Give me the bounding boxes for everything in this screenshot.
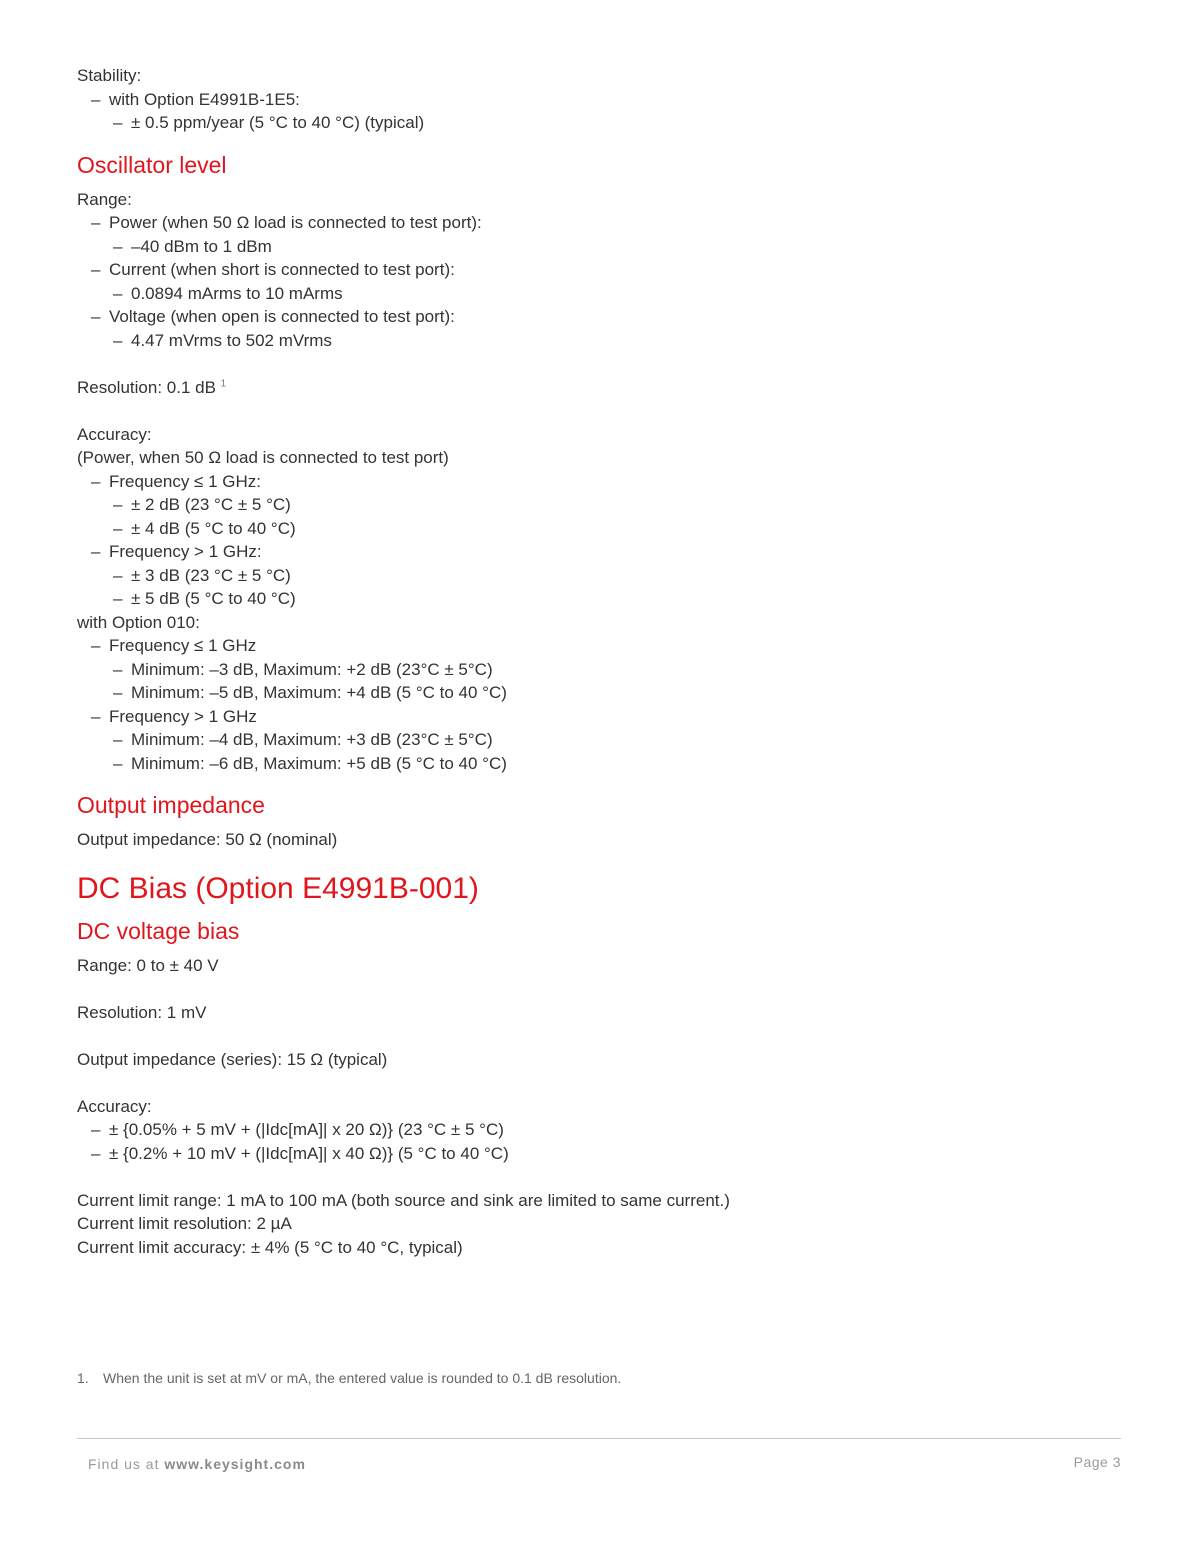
dc-bias-heading: DC Bias (Option E4991B-001) (77, 871, 479, 905)
footer-divider (77, 1438, 1121, 1439)
current-range: – Current (when short is connected to test port): (91, 260, 455, 279)
voltage-value: – 4.47 mVrms to 502 mVrms (113, 330, 332, 350)
current-limit-resolution: Current limit resolution: 2 µA (77, 1214, 292, 1233)
opt-accuracy-item: – Minimum: –3 dB, Maximum: +2 dB (23°C ± 5°C) (113, 659, 493, 679)
accuracy-note: (Power, when 50 Ω load is connected to test port) (77, 448, 449, 467)
dc-accuracy-label: Accuracy: (77, 1096, 152, 1116)
footnote-ref[interactable]: 1 (220, 377, 227, 389)
opt-freq-gt-1ghz: – Frequency > 1 GHz (91, 706, 257, 726)
dc-accuracy-item: – ± {0.2% + 10 mV + (|Idc[mA]| x 40 Ω)} (5 °C to 40 °C) (91, 1143, 509, 1163)
footnote (77, 1370, 621, 1386)
dc-range: Range: 0 to ± 40 V (77, 955, 219, 975)
dc-voltage-bias-heading: DC voltage bias (77, 917, 240, 944)
dc-accuracy-item: – ± {0.05% + 5 mV + (|Idc[mA]| x 20 Ω)} (23 °C ± 5 °C) (91, 1120, 504, 1139)
opt-accuracy-item: – Minimum: –4 dB, Maximum: +3 dB (23°C ± 5°C) (113, 730, 493, 749)
power-range: – Power (when 50 Ω load is connected to test port): (91, 213, 482, 232)
oscillator-level-heading: Oscillator level (77, 151, 227, 178)
stability-option: – with Option E4991B-1E5: (77, 88, 1121, 112)
dash: – (91, 89, 101, 109)
dc-output-impedance: Output impedance (series): 15 Ω (typical) (77, 1049, 388, 1069)
output-impedance-heading: Output impedance (77, 792, 265, 818)
accuracy-item: – ± 3 dB (23 °C ± 5 °C) (113, 565, 291, 585)
option-010-label: with Option 010: (77, 612, 200, 632)
accuracy-label: Accuracy: (77, 424, 152, 444)
voltage-range: – Voltage (when open is connected to test port): (91, 307, 455, 326)
dash: – (113, 113, 123, 132)
accuracy-item: – ± 2 dB (23 °C ± 5 °C) (113, 495, 291, 514)
resolution: Resolution: 0.1 dB $^1$ (77, 377, 227, 397)
footnote-number: 1. (77, 1370, 89, 1386)
current-limit-accuracy: Current limit accuracy: ± 4% (5 °C to 40 °C, typical) (77, 1237, 463, 1257)
stability-value: – ± 0.5 ppm/year (5 °C to 40 °C) (typical) (77, 111, 1121, 135)
stability-label: Stability: (77, 66, 142, 85)
accuracy-item: – ± 4 dB (5 °C to 40 °C) (113, 518, 296, 538)
dc-resolution: Resolution: 1 mV (77, 1002, 207, 1022)
current-value: – 0.0894 mArms to 10 mArms (113, 283, 343, 303)
page-content (77, 64, 1121, 1259)
page-number: Page 3 (1073, 1454, 1121, 1470)
freq-gt-1ghz: – Frequency > 1 GHz: (91, 542, 262, 561)
power-value: – –40 dBm to 1 dBm (113, 236, 272, 256)
opt-accuracy-item: – Minimum: –6 dB, Maximum: +5 dB (5 °C to 40 °C) (113, 753, 507, 773)
footer-find-us: Find us at www.keysight.com (88, 1456, 306, 1472)
output-impedance-value: Output impedance: 50 Ω (nominal) (77, 830, 338, 849)
freq-le-1ghz: – Frequency ≤ 1 GHz: (91, 471, 261, 491)
opt-accuracy-item: – Minimum: –5 dB, Maximum: +4 dB (5 °C to 40 °C) (113, 683, 507, 702)
range-label: Range: (77, 189, 132, 209)
opt-freq-le-1ghz: – Frequency ≤ 1 GHz (91, 636, 257, 655)
accuracy-item: – ± 5 dB (5 °C to 40 °C) (113, 589, 296, 608)
footer-link[interactable]: www.keysight.com (164, 1456, 306, 1472)
current-limit-range: Current limit range: 1 mA to 100 mA (both source and sink are limited to same current.) (77, 1190, 730, 1210)
footnote-text: When the unit is set at mV or mA, the entered value is rounded to 0.1 dB resolution. (103, 1370, 622, 1386)
